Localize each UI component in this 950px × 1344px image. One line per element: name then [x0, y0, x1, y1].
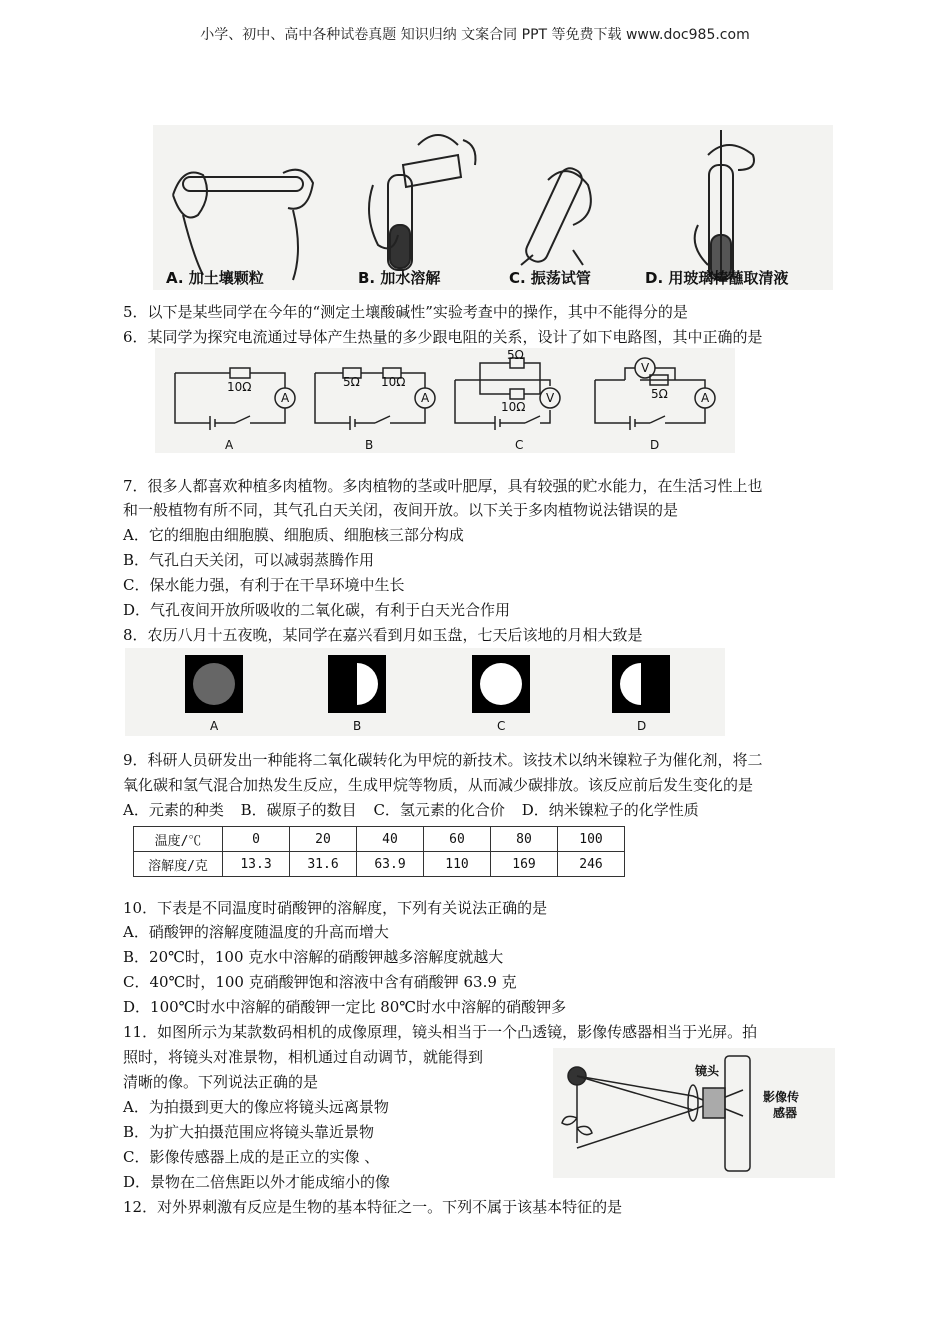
- caption-b: B. 加水溶解: [358, 269, 441, 287]
- question-9-stem-1: 9．科研人员研发出一种能将二氧化碳转化为甲烷的新技术。该技术以纳米镍粒子为催化剂，将二: [123, 751, 763, 769]
- lab-operations-drawing: [153, 125, 833, 290]
- solubility-table: [133, 826, 625, 877]
- table-cell: 169: [491, 852, 558, 877]
- circuit-a-resistor: 10Ω: [227, 380, 252, 394]
- question-11-stem-3: 清晰的像。下列说法正确的是: [123, 1073, 319, 1091]
- lens-icon: [688, 1085, 698, 1121]
- circuit-d-resistor: 5Ω: [651, 387, 668, 401]
- q9-option-b: B．碳原子的数目: [240, 801, 357, 819]
- table-cell: 60: [424, 827, 491, 852]
- solubility-table-wrap: [133, 826, 625, 877]
- circuit-b-resistor-1: 5Ω: [343, 375, 360, 389]
- moon-phases-figure: [125, 648, 725, 736]
- caption-d: D. 用玻璃棒蘸取清液: [645, 269, 789, 287]
- question-11-option-d: D．景物在二倍焦距以外才能成缩小的像: [123, 1173, 391, 1191]
- moon-label-d: D: [637, 719, 647, 733]
- question-6: 6．某同学为探究电流通过导体产生热量的多少跟电阻的关系，设计了如下电路图，其中正确的是: [123, 328, 763, 346]
- circuit-b-resistor-2: 10Ω: [381, 375, 406, 389]
- page-header: 小学、初中、高中各种试卷真题 知识归纳 文案合同 PPT 等免费下载 www.doc985.com: [200, 27, 750, 43]
- question-11-option-b: B．为扩大拍摄范围应将镜头靠近景物: [123, 1123, 375, 1141]
- table-row: [134, 827, 625, 852]
- moon-label-c: C: [497, 719, 506, 733]
- table-cell: 0: [223, 827, 290, 852]
- moon-label-b: B: [353, 719, 362, 733]
- circuit-b-meter: A: [421, 391, 430, 405]
- moon-option-a: [185, 655, 243, 713]
- circuit-a: [175, 368, 295, 430]
- question-9-stem-2: 氧化碳和氢气混合加热发生反应，生成甲烷等物质，从而减少碳排放。该反应前后发生变化的是: [123, 776, 754, 794]
- q9-option-d: D．纳米镍粒子的化学性质: [521, 801, 699, 819]
- circuit-b: [315, 368, 435, 430]
- row-header-solubility: 溶解度/克: [134, 852, 223, 877]
- question-5: 5．以下是某些同学在今年的“测定土壤酸碱性”实验考查中的操作，其中不能得分的是: [123, 303, 688, 321]
- moon-option-d: [612, 655, 670, 713]
- q9-option-a: A．元素的种类: [123, 801, 224, 819]
- pouring-water-icon: [369, 135, 476, 270]
- question-7-option-a: A．它的细胞由细胞膜、细胞质、细胞核三部分构成: [123, 526, 464, 544]
- question-7-stem-1: 7．很多人都喜欢种植多肉植物。多肉植物的茎或叶肥厚，具有较强的贮水能力，在生活习性上也: [123, 477, 763, 495]
- question-7-option-b: B．气孔白天关闭，可以减弱蒸腾作用: [123, 551, 375, 569]
- circuit-d-label: D: [650, 438, 660, 452]
- sensor-label-line-1: 影像传: [763, 1090, 800, 1104]
- moon-option-b: [328, 655, 386, 713]
- question-10-option-c: C．40℃时，100 克硝酸钾饱和溶液中含有硝酸钾 63.9 克: [123, 973, 517, 991]
- question-11-stem-1: 11．如图所示为某款数码相机的成像原理，镜头相当于一个凸透镜，影像传感器相当于光屏。拍: [123, 1023, 758, 1041]
- table-cell: 63.9: [357, 852, 424, 877]
- table-row: [134, 852, 625, 877]
- question-9-options: [123, 800, 711, 820]
- q9-option-c: C．氢元素的化合价: [373, 801, 505, 819]
- lens-label: 镜头: [695, 1064, 720, 1078]
- moon-label-a: A: [210, 719, 219, 733]
- table-cell: 31.6: [290, 852, 357, 877]
- table-cell: 246: [558, 852, 625, 877]
- caption-a: A. 加土壤颗粒: [166, 269, 264, 287]
- table-cell: 20: [290, 827, 357, 852]
- question-10-option-d: D．100℃时水中溶解的硝酸钾一定比 80℃时水中溶解的硝酸钾多: [123, 998, 567, 1016]
- table-cell: 40: [357, 827, 424, 852]
- table-cell: 80: [491, 827, 558, 852]
- lab-operations-figure: [153, 125, 833, 290]
- table-cell: 100: [558, 827, 625, 852]
- table-cell: 13.3: [223, 852, 290, 877]
- test-tube-horizontal-icon: [173, 170, 313, 280]
- shaking-tube-icon: [521, 165, 591, 265]
- moon-option-c: [472, 655, 530, 713]
- circuit-b-label: B: [365, 438, 374, 452]
- circuit-figure: [155, 348, 735, 453]
- question-11-stem-2: 照时，将镜头对准景物，相机通过自动调节，就能得到: [123, 1048, 484, 1066]
- question-10: 10．下表是不同温度时硝酸钾的溶解度，下列有关说法正确的是: [123, 899, 548, 917]
- question-7-option-c: C．保水能力强，有利于在干旱环境中生长: [123, 576, 405, 594]
- question-11-option-a: A．为拍摄到更大的像应将镜头远离景物: [123, 1098, 389, 1116]
- question-12: 12．对外界刺激有反应是生物的基本特征之一。下列不属于该基本特征的是: [123, 1198, 623, 1216]
- question-10-option-b: B．20℃时，100 克水中溶解的硝酸钾越多溶解度就越大: [123, 948, 504, 966]
- sensor-label-line-2: 感器: [773, 1106, 798, 1120]
- question-7-stem-2: 和一般植物有所不同，其气孔白天关闭，夜间开放。以下关于多肉植物说法错误的是: [123, 501, 679, 519]
- question-7-option-d: D．气孔夜间开放所吸收的二氧化碳，有利于白天光合作用: [123, 601, 511, 619]
- circuit-c-meter: V: [546, 391, 555, 405]
- circuit-c-label: C: [515, 438, 524, 452]
- question-8: 8．农历八月十五夜晚，某同学在嘉兴看到月如玉盘，七天后该地的月相大致是: [123, 626, 643, 644]
- circuit-d-meter: A: [701, 391, 710, 405]
- circuit-a-meter: A: [281, 391, 290, 405]
- row-header-temperature: 温度/℃: [134, 827, 223, 852]
- camera-figure: [553, 1048, 835, 1178]
- circuit-d-meter-top: V: [641, 361, 650, 375]
- circuit-c-resistor-1: 5Ω: [507, 348, 524, 362]
- caption-c: C. 振荡试管: [509, 269, 591, 287]
- table-cell: 110: [424, 852, 491, 877]
- question-11-option-c: C．影像传感器上成的是正立的实像 、: [123, 1148, 380, 1166]
- circuit-c: [455, 358, 560, 430]
- circuit-a-label: A: [225, 438, 234, 452]
- circuit-c-resistor-2: 10Ω: [501, 400, 526, 414]
- glass-rod-tube-icon: [695, 130, 754, 280]
- question-10-option-a: A．硝酸钾的溶解度随温度的升高而增大: [123, 923, 389, 941]
